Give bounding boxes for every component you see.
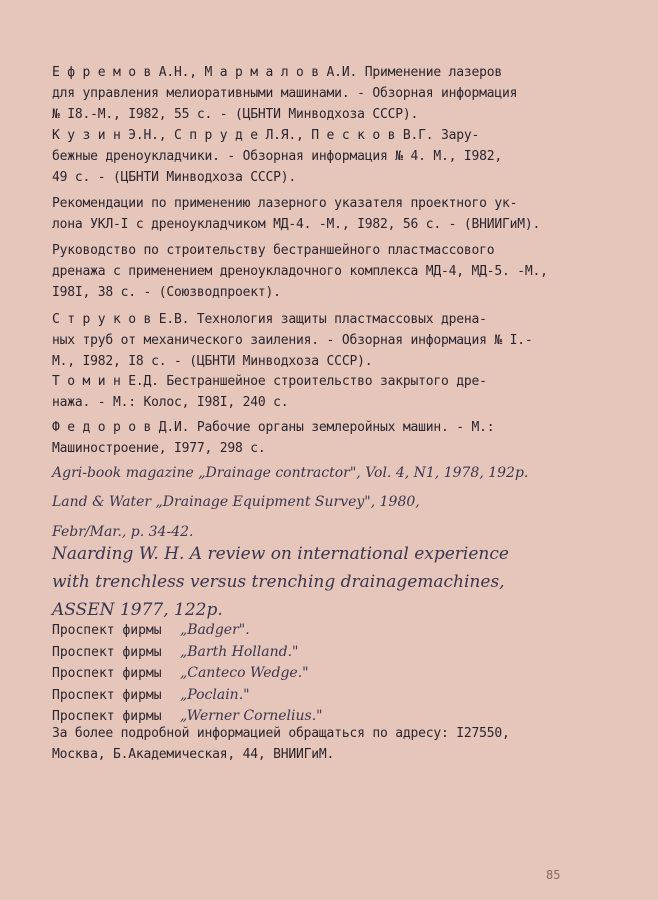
brochure-company: „Barth Holland." [180,643,299,660]
brochure-label: Проспект фирмы [52,623,162,638]
bibliography-entry: С т р у к о в Е.В. Технология защиты пластмассовых дрена- ных труб от механического заиления. - Обзорная информация № I.- М., I982, I8 с. - (ЦБНТИ Минводхоза СССР). [52,312,533,369]
bibliography-entry: Руководство по строительству бестраншейного пластмассового дренажа с применением дреноукладочного комплекса МД-4, МД-5. -М., I98I, 38 с. - (Союзводпроект). [52,243,548,300]
brochure-item [52,620,618,642]
contact-note: За более подробной информацией обращаться по адресу: I27550, Москва, Б.Академическая, 44, ВНИИГиМ. [52,726,510,762]
bibliography-entry: К у з и н Э.Н., С п р у д е Л.Я., П е с к о в В.Г. Зару- бежные дреноукладчики. - Обзорная информация № 4. М., I982, 49 с. - (ЦБНТИ Минводхоза СССР). [52,128,502,185]
bibliography-entry: Рекомендации по применению лазерного указателя проектного ук- лона УКЛ-I с дреноукладчиком МД-4. -М., I982, 56 с. - (ВНИИГиМ). [52,196,541,232]
brochure-item [52,663,618,685]
page-number: 85 [546,868,561,882]
brochure-company: „Poclain." [180,686,250,703]
bibliography-entry: Ф е д о р о в Д.И. Рабочие органы землеройных машин. - М.: Машиностроение, I977, 298 с. [52,420,495,456]
brochure-company: „Badger". [180,622,250,638]
brochure-label: Проспект фирмы [52,666,162,681]
brochure-list [52,620,618,728]
brochure-company: „Werner Cornelius." [180,708,323,724]
brochure-company: „Canteco Wedge." [180,665,309,681]
handwritten-entry: Land & Water „Drainage Equipment Survey", 1980, Febr/Mar., p. 34-42. [52,494,420,540]
brochure-label: Проспект фирмы [52,709,162,724]
brochure-item [52,685,618,707]
brochure-label: Проспект фирмы [52,687,162,703]
bibliography-entry: Е ф р е м о в А.Н., М а р м а л о в А.И. Применение лазеров для управления мелиоративными машинами. - Обзорная информация № I8.-М., I982, 55 с. - (ЦБНТИ Минводхоза СССР). [52,65,518,122]
handwritten-entry: Naarding W. H. A review on international experience with trenchless versus trenching drainagemachines, ASSEN 1977, 122p. [52,544,509,620]
brochure-label: Проспект фирмы [52,644,162,660]
bibliography-entry: Т о м и н Е.Д. Бестраншейное строительство закрытого дре- нажа. - М.: Колос, I98I, 240 с. [52,374,487,410]
brochure-item [52,642,618,664]
handwritten-entry: Agri-book magazine „Drainage contractor", Vol. 4, N1, 1978, 192p. [52,465,529,481]
